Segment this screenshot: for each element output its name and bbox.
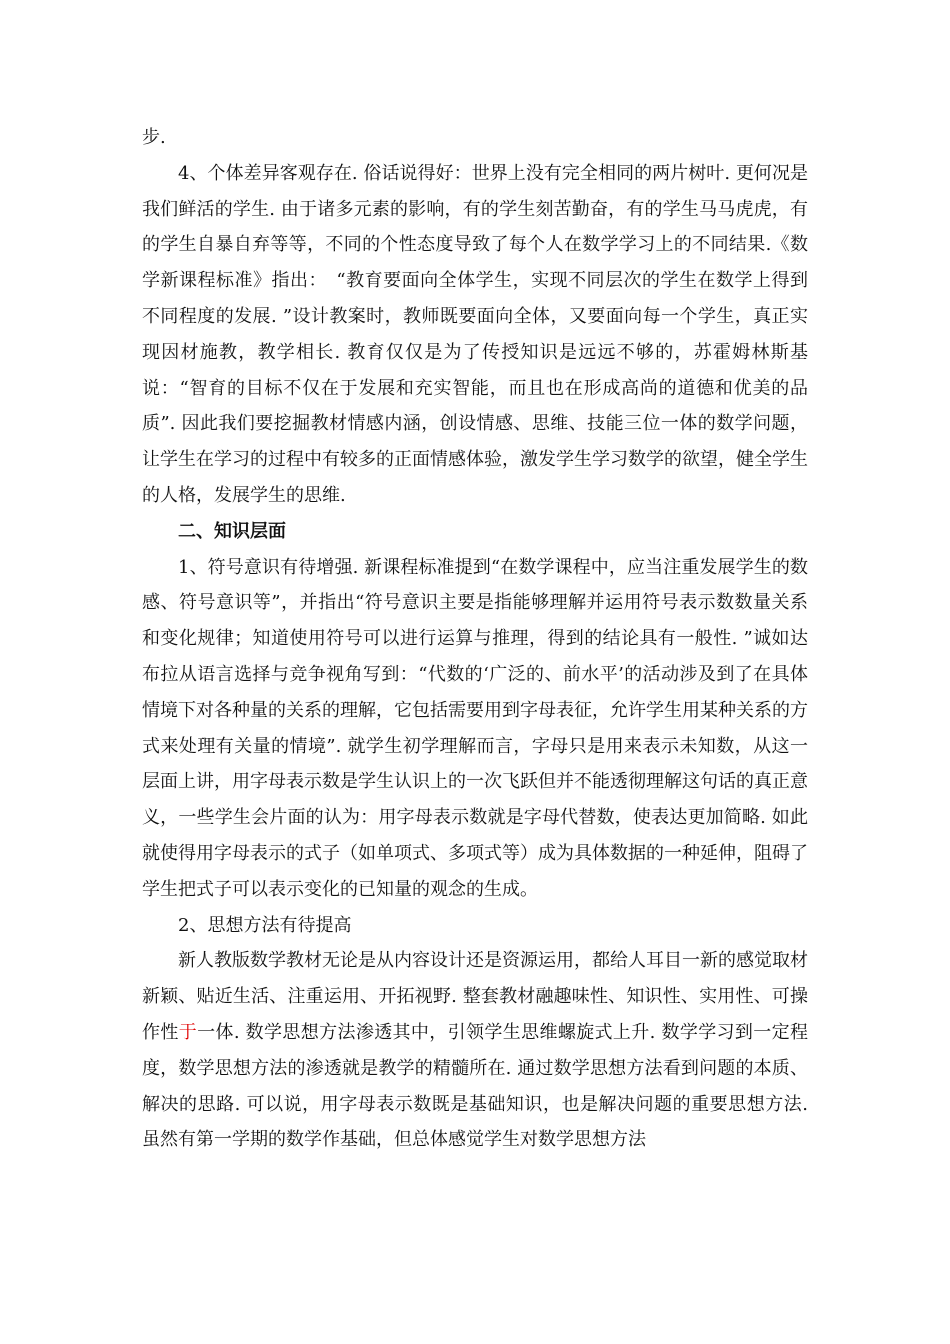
subheading-thinking-methods: 2、思想方法有待提高 [178,914,352,936]
paragraph-textbook [142,943,808,1158]
body-text [142,120,808,1158]
paragraph-text-after: 一体. 数学思想方法渗透其中，引领学生思维螺旋式上升. 数学学习到一定程度，数学思想方法的渗透就是教学的精髓所在. 通过数学思想方法看到问题的本质、解决的思路. 可以说，用字母表示数既是基础知识，也是解决问题的重要思想方法. 虽然有第一学期的数学作基础，但总体感觉学生对数学思想方法 [142,1021,809,1151]
highlighted-character: 于 [178,1021,198,1043]
paragraph-individual-differences: 4、个体差异客观存在. 俗话说得好：世界上没有完全相同的两片树叶. 更何况是我们鲜活的学生. 由于诸多元素的影响，有的学生刻苦勤奋，有的学生马马虎虎，有的学生自暴自弃等等，不同的个性态度导致了每个人在数学学习上的不同结果.《数学新课程标准》指出： “教育要面向全体学生，实现不同层次的学生在数学上得到不同程度的发展. ”设计教案时，教师既要面向全体，又要面向每一个学生，真正实现因材施教，教学相长. 教育仅仅是为了传授知识是远远不够的，苏霍姆林斯基说：“智育的目标不仅在于发展和充实智能，而且也在形成高尚的道德和优美的品质”. 因此我们要挖掘教材情感内涵，创设情感、思维、技能三位一体的数学问题，让学生在学习的过程中有较多的正面情感体验，激发学生学习数学的欲望，健全学生的人格，发展学生的思维. [142,162,808,506]
paragraph-text-before: 新人教版数学教材无论是从内容设计还是资源运用，都给人耳目一新的感觉取材新颖、贴近生活、注重运用、开拓视野. 整套教材融趣味性、知识性、实用性、可操作性 [142,950,808,1043]
paragraph-symbol-awareness: 1、符号意识有待增强. 新课程标准提到“在数学课程中，应当注重发展学生的数感、符号意识等”，并指出“符号意识主要是指能够理解并运用符号表示数数量关系和变化规律；知道使用符号可以进行运算与推理，得到的结论具有一般性. ”诚如达布拉从语言选择与竞争视角写到：“代数的‘广泛的、前水平’的活动涉及到了在具体情境下对各种量的关系的理解，它包括需要用到字母表征，允许学生用某种关系的方式来处理有关量的情境”. 就学生初学理解而言，字母只是用来表示未知数，从这一层面上讲，用字母表示数是学生认识上的一次飞跃但并不能透彻理解这句话的真正意义，一些学生会片面的认为：用字母表示数就是字母代替数，使表达更加简略. 如此就使得用字母表示的式子（如单项式、多项式等）成为具体数据的一种延伸，阻碍了学生把式子可以表示变化的已知量的观念的生成。 [142,556,808,900]
paragraph-continuation: 步. [142,127,166,148]
section-heading-knowledge: 二、知识层面 [178,520,286,542]
